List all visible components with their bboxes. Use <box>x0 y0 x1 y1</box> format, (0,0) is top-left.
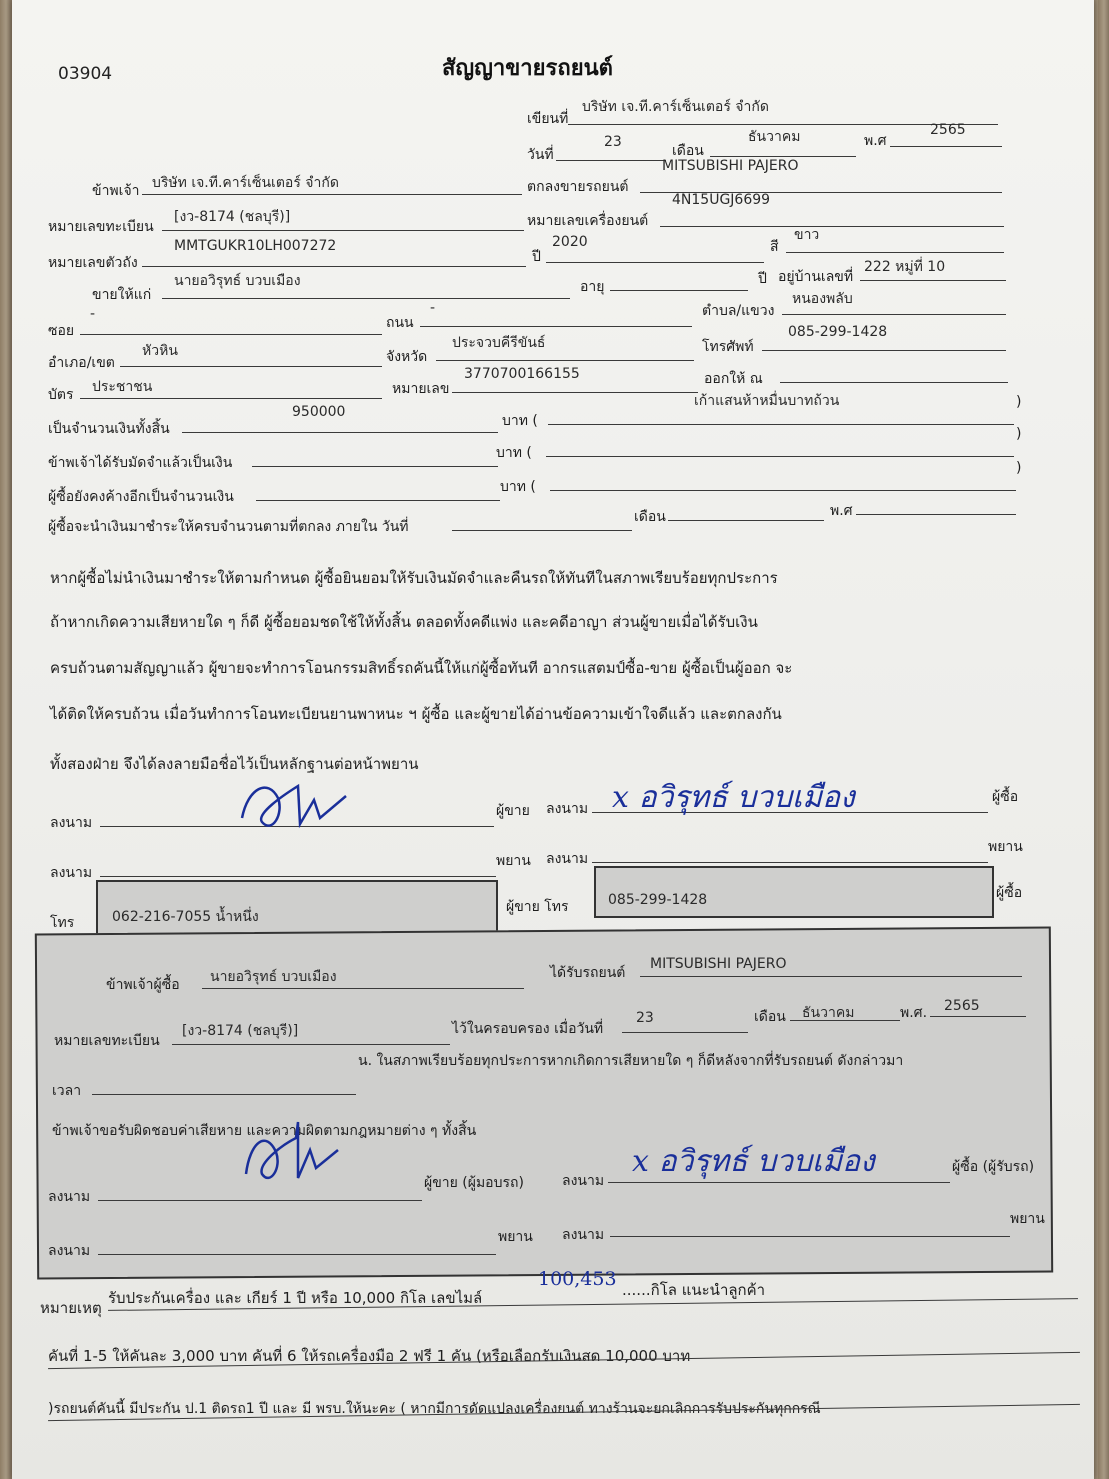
phone-value: 085-299-1428 <box>788 324 888 340</box>
remaining-label: ผู้ซื้อยังคงค้างอีกเป็นจำนวนเงิน <box>48 489 234 505</box>
remarks-line-2: คันที่ 1-5 ให้คันละ 3,000 บาท คันที่ 6 ให้รถเครื่องมือ 2 ฟรี 1 คัน (หรือเลือกรับเงินสด 10,000 บาท <box>48 1347 691 1365</box>
engine-value: 4N15UGJ6699 <box>672 192 771 208</box>
remaining-baht-label: บาท ( <box>500 479 536 495</box>
car-year-label: ปี <box>532 249 541 265</box>
receipt-seller-sign-label: ลงนาม <box>48 1189 91 1205</box>
house-label: อยู่บ้านเลขที่ <box>778 269 854 285</box>
province-value: ประจวบคีรีขันธ์ <box>452 335 546 351</box>
deposit-baht-label: บาท ( <box>496 445 532 461</box>
amphoe-line <box>120 366 382 367</box>
number-label: หมายเลข <box>392 381 450 397</box>
contract-paper <box>12 0 1094 1479</box>
receipt-witness1-label: พยาน <box>498 1229 533 1245</box>
car-year-value: 2020 <box>552 234 588 250</box>
phone-label: โทรศัพท์ <box>702 339 754 355</box>
color-line <box>786 252 1004 253</box>
receipt-witness2-sign-line <box>610 1236 1010 1237</box>
due-month-line <box>668 520 824 521</box>
remaining-close-paren: ) <box>1016 460 1022 476</box>
phone-row-label: โทร <box>50 915 75 931</box>
deposit-line <box>252 466 498 467</box>
witness2-label: พยาน <box>988 839 1023 855</box>
phone-line <box>762 350 1006 351</box>
reg-label: หมายเลขทะเบียน <box>48 219 154 235</box>
province-line <box>436 360 694 361</box>
road-line <box>420 326 692 327</box>
deposit-close-paren: ) <box>1016 426 1022 442</box>
tambon-label: ตำบล/แขวง <box>702 303 775 319</box>
sell-to-label: ขายให้แก่ <box>92 287 152 303</box>
buyer-line <box>162 298 570 299</box>
receipt-seller-label: ผู้ขาย (ผู้มอบรถ) <box>424 1175 524 1191</box>
seller-i-label: ข้าพเจ้า <box>92 183 140 199</box>
receipt-month: ธันวาคม <box>802 1005 855 1021</box>
remarks-line-3: )รถยนต์คันนี้ มีประกัน ป.1 ติดรถ1 ปี และ มี พรบ.ให้นะคะ ( หากมีการดัดแปลงเครื่องยนต์ ทางร้านจะยกเลิกการรับประกันทุกกรณี <box>48 1401 821 1417</box>
buyer-handwritten-2: x อวิรุทธ์ บวบเมือง <box>632 1144 875 1179</box>
date-label: วันที่ <box>527 147 554 163</box>
mileage-handwritten: 100,453 <box>538 1268 617 1290</box>
month-line <box>710 156 856 157</box>
receipt-time-line <box>92 1094 356 1095</box>
receipt-time-label: เวลา <box>52 1083 82 1099</box>
remaining-words-line <box>550 490 1016 491</box>
receipt-car-line <box>640 976 1022 977</box>
receipt-day: 23 <box>636 1010 654 1026</box>
color-label: สี <box>770 239 779 255</box>
receipt-buyer-line <box>202 988 524 989</box>
total-words: เก้าแสนห้าหมื่นบาทถ้วน <box>694 393 840 409</box>
due-year-label: พ.ศ <box>830 503 853 519</box>
card-value: ประชาชน <box>92 379 153 395</box>
receipt-witness1-sign-line <box>98 1254 496 1255</box>
number-line <box>452 392 698 393</box>
years-label: ปี <box>758 271 767 287</box>
remarks-line-1b: ......กิโล แนะนำลูกค้า <box>622 1281 766 1299</box>
due-month-label: เดือน <box>634 509 666 525</box>
receipt-buyer-label: ผู้ซื้อ (ผู้รับรถ) <box>952 1159 1035 1175</box>
receipt-year-line <box>930 1016 1026 1017</box>
amphoe-value: หัวหิน <box>142 343 178 359</box>
receipt-car: MITSUBISHI PAJERO <box>650 956 787 972</box>
tambon-line <box>782 314 1006 315</box>
house-line <box>860 280 1006 281</box>
chassis-line <box>142 266 526 267</box>
road-value: - <box>430 300 436 316</box>
due-day-line <box>452 530 632 531</box>
terms-line-1: หากผู้ซื้อไม่นำเงินมาชำระให้ตามกำหนด ผู้ซื้อยินยอมให้รับเงินมัดจำและคืนรถให้ทันทีในสภาพเรียบร้อยทุกประการ <box>50 569 778 587</box>
receipt-received-label: ได้รับรถยนต์ <box>550 965 626 981</box>
receipt-box <box>35 926 1053 1279</box>
receipt-buyer-sign-label: ลงนาม <box>562 1173 605 1189</box>
buyer-phone-label: ผู้ซื้อ <box>996 885 1023 901</box>
receipt-year: 2565 <box>944 998 980 1014</box>
receipt-reg-line <box>172 1044 450 1045</box>
seller-phone-label: ผู้ขาย โทร <box>506 899 569 915</box>
receipt-witness2-label: พยาน <box>1010 1211 1045 1227</box>
contract-title: สัญญาขายรถยนต์ <box>442 56 613 81</box>
witness1-sign-line <box>100 876 496 877</box>
receipt-liability: ข้าพเจ้าขอรับผิดชอบค่าเสียหาย และความผิดตามกฎหมายต่าง ๆ ทั้งสิ้น <box>52 1123 477 1139</box>
seller-phone: 062-216-7055 น้ำหนึ่ง <box>112 909 259 925</box>
witness1-label: พยาน <box>496 853 531 869</box>
deposit-words-line <box>546 456 1014 457</box>
engine-line <box>660 226 1004 227</box>
issued-line <box>780 382 1008 383</box>
witness1-sign-label: ลงนาม <box>50 865 93 881</box>
month-value: ธันวาคม <box>748 129 801 145</box>
card-line <box>80 398 382 399</box>
terms-line-5: ทั้งสองฝ่าย จึงได้ลงลายมือชื่อไว้เป็นหลักฐานต่อหน้าพยาน <box>50 755 419 773</box>
receipt-witness1-sign-label: ลงนาม <box>48 1243 91 1259</box>
year-label: พ.ศ <box>864 133 887 149</box>
soi-label: ซอย <box>48 323 75 339</box>
document-number: 03904 <box>58 64 113 84</box>
agree-car: MITSUBISHI PAJERO <box>662 158 799 174</box>
total-close-paren: ) <box>1016 394 1022 410</box>
total-words-line <box>548 424 1014 425</box>
chassis-label: หมายเลขตัวถัง <box>48 255 138 271</box>
reg-value: [งว-8174 (ชลบุรี)] <box>174 209 291 225</box>
province-label: จังหวัด <box>386 349 428 365</box>
receipt-possession-label: ไว้ในครอบครอง เมื่อวันที่ <box>452 1021 604 1037</box>
receipt-buyer: นายอวิรุทธ์ บวบเมือง <box>210 969 337 985</box>
buyer-label: ผู้ซื้อ <box>992 789 1019 805</box>
remarks-line-1a: รับประกันเครื่อง และ เกียร์ 1 ปี หรือ 10,000 กิโล เลขไมล์ <box>108 1289 483 1307</box>
amphoe-label: อำเภอ/เขต <box>48 355 115 371</box>
seller-signature-1 <box>234 774 364 838</box>
car-year-line <box>546 262 764 263</box>
receipt-seller-sign-line <box>98 1200 422 1201</box>
witness2-sign-line <box>592 862 988 863</box>
year-line <box>890 146 1002 147</box>
tambon-value: หนองพลับ <box>792 291 853 307</box>
receipt-day-line <box>622 1032 748 1033</box>
day-value: 23 <box>604 134 622 150</box>
total-line <box>182 432 498 433</box>
buyer-name: นายอวิรุทธ์ บวบเมือง <box>174 273 301 289</box>
receipt-i-buyer-label: ข้าพเจ้าผู้ซื้อ <box>106 977 180 993</box>
seller-sign-label: ลงนาม <box>50 815 93 831</box>
deposit-label: ข้าพเจ้าได้รับมัดจำแล้วเป็นเงิน <box>48 455 233 471</box>
road-label: ถนน <box>386 315 414 331</box>
buyer-sign-label: ลงนาม <box>546 801 589 817</box>
total-label: เป็นจำนวนเงินทั้งสิ้น <box>48 421 170 437</box>
seller-name: บริษัท เจ.ที.คาร์เซ็นเตอร์ จำกัด <box>152 175 339 191</box>
terms-line-4: ได้ติดให้ครบถ้วน เมื่อวันทำการโอนทะเบียนยานพาหนะ ฯ ผู้ซื้อ และผู้ขายได้อ่านข้อความเข้าใจดีแล้ว และตกลงกัน <box>50 705 782 723</box>
buyer-phone: 085-299-1428 <box>608 892 708 908</box>
receipt-reg-label: หมายเลขทะเบียน <box>54 1033 160 1049</box>
issued-label: ออกให้ ณ <box>704 371 763 387</box>
engine-label: หมายเลขเครื่องยนต์ <box>527 213 649 229</box>
seller-label: ผู้ขาย <box>496 803 530 819</box>
house-value: 222 หมู่ที่ 10 <box>864 259 946 275</box>
chassis-value: MMTGUKR10LH007272 <box>174 238 337 254</box>
buyer-handwritten-1: x อวิรุทธ์ บวบเมือง <box>612 780 855 815</box>
total-baht-label: บาท ( <box>502 413 538 429</box>
number-value: 3770700166155 <box>464 366 580 382</box>
month-label: เดือน <box>672 143 704 159</box>
soi-line <box>80 334 382 335</box>
receipt-reg: [งว-8174 (ชลบุรี)] <box>182 1023 299 1039</box>
terms-line-3: ครบถ้วนตามสัญญาแล้ว ผู้ขายจะทำการโอนกรรมสิทธิ์รถคันนี้ให้แก่ผู้ซื้อทันที อากรแสตมป์ซื้อ-ขาย ผู้ซื้อเป็นผู้ออก จะ <box>50 659 793 677</box>
age-label: อายุ <box>580 279 605 295</box>
witness2-sign-label: ลงนาม <box>546 851 589 867</box>
remarks-label: หมายเหตุ <box>40 1299 102 1317</box>
seller-signature-2 <box>240 1116 350 1192</box>
receipt-time-suffix: น. ในสภาพเรียบร้อยทุกประการหากเกิดการเสียหายใด ๆ ก็ดีหลังจากที่รับรถยนต์ ดังกล่าวมา <box>358 1053 904 1069</box>
remaining-line <box>256 500 500 501</box>
day-line <box>556 160 666 161</box>
receipt-witness2-sign-label: ลงนาม <box>562 1227 605 1243</box>
written-at-label: เขียนที่ <box>527 111 569 127</box>
reg-line <box>162 230 524 231</box>
receipt-month-label: เดือน <box>754 1009 786 1025</box>
total-value: 950000 <box>292 404 346 420</box>
due-year-line <box>856 514 1016 515</box>
receipt-year-label: พ.ศ. <box>900 1005 928 1021</box>
agree-label: ตกลงขายรถยนต์ <box>527 179 629 195</box>
terms-line-2: ถ้าหากเกิดความเสียหายใด ๆ ก็ดี ผู้ซื้อยอมชดใช้ให้ทั้งสิ้น ตลอดทั้งคดีแพ่ง และคดีอาญา ส่วนผู้ขายเมื่อได้รับเงิน <box>50 613 758 631</box>
year-value: 2565 <box>930 122 966 138</box>
age-line <box>610 290 748 291</box>
card-label: บัตร <box>48 387 74 403</box>
seller-line <box>142 194 522 195</box>
written-at-value: บริษัท เจ.ที.คาร์เซ็นเตอร์ จำกัด <box>582 99 769 115</box>
soi-value: - <box>90 306 96 322</box>
due-label: ผู้ซื้อจะนำเงินมาชำระให้ครบจำนวนตามที่ตกลง ภายใน วันที่ <box>48 519 409 535</box>
color-value: ขาว <box>794 227 820 243</box>
